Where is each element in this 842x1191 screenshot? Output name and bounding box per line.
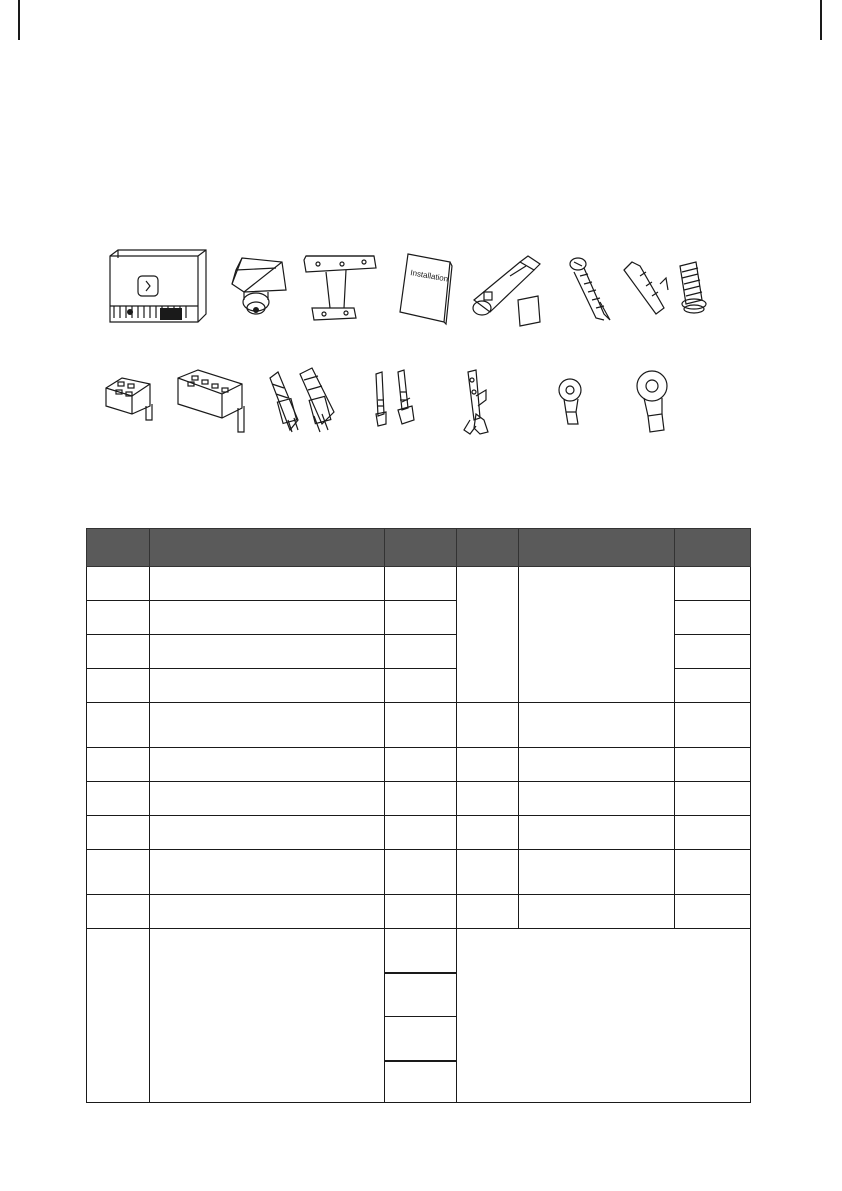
table-cell xyxy=(150,895,385,929)
packing-list-table xyxy=(86,528,751,1103)
header-cell-quantity xyxy=(385,529,457,567)
manual-booklet-icon xyxy=(400,254,452,324)
bolt-icon xyxy=(680,262,706,313)
screw-icon xyxy=(570,258,610,320)
table-cell xyxy=(457,782,519,816)
large-terminal-block-icon xyxy=(178,370,244,432)
table-cell xyxy=(675,635,751,669)
table-cell xyxy=(385,973,457,1017)
cover-box-icon xyxy=(232,258,286,314)
header-cell-remark xyxy=(675,529,751,567)
table-cell-merged xyxy=(519,567,675,703)
header-cell-item xyxy=(150,529,385,567)
expansion-plug-icon xyxy=(624,262,668,314)
table-cell xyxy=(385,1061,457,1103)
table-cell xyxy=(519,816,675,850)
table-row xyxy=(87,567,751,601)
table-cell xyxy=(675,782,751,816)
table-cell xyxy=(457,748,519,782)
table-cell xyxy=(150,567,385,601)
table-cell xyxy=(150,601,385,635)
wifi-stick-icon xyxy=(473,256,540,326)
package-contents-illustration xyxy=(0,0,842,460)
table-cell xyxy=(675,669,751,703)
header-cell-no xyxy=(87,529,150,567)
table-cell xyxy=(150,850,385,895)
small-ring-terminal-icon xyxy=(559,379,581,424)
table-cell xyxy=(87,748,150,782)
table-cell xyxy=(457,895,519,929)
table-cell xyxy=(385,567,457,601)
disconnect-tool-icon xyxy=(464,370,488,434)
table-cell xyxy=(87,782,150,816)
inverter-icon xyxy=(110,250,206,322)
table-cell xyxy=(675,816,751,850)
table-cell xyxy=(457,850,519,895)
small-terminal-block-icon xyxy=(106,378,152,420)
table-cell xyxy=(457,703,519,748)
table-cell xyxy=(87,567,150,601)
table-cell xyxy=(385,850,457,895)
table-cell xyxy=(457,816,519,850)
table-cell-merged xyxy=(150,929,385,1103)
table-cell-merged xyxy=(457,567,519,703)
table-cell xyxy=(385,895,457,929)
table-cell xyxy=(675,748,751,782)
table-cell xyxy=(87,816,150,850)
table-row xyxy=(87,703,751,748)
table-cell xyxy=(519,850,675,895)
table-cell xyxy=(385,601,457,635)
table-cell xyxy=(675,850,751,895)
table-cell xyxy=(519,782,675,816)
table-cell xyxy=(519,703,675,748)
table-row xyxy=(87,929,751,973)
table-cell xyxy=(87,703,150,748)
table-cell xyxy=(150,816,385,850)
header-cell-model xyxy=(519,529,675,567)
table-cell xyxy=(87,895,150,929)
table-cell xyxy=(385,929,457,973)
table-cell xyxy=(675,895,751,929)
pv-terminal-pins-icon xyxy=(376,370,414,426)
table-cell xyxy=(675,703,751,748)
table-cell xyxy=(385,782,457,816)
table-row xyxy=(87,816,751,850)
table-cell-merged xyxy=(457,929,751,1103)
table-cell xyxy=(87,601,150,635)
table-cell xyxy=(87,669,150,703)
table-cell xyxy=(385,669,457,703)
table-cell xyxy=(87,635,150,669)
table-row xyxy=(87,782,751,816)
table-cell xyxy=(385,635,457,669)
table-row xyxy=(87,850,751,895)
table-cell xyxy=(385,816,457,850)
table-cell xyxy=(385,1017,457,1061)
table-header-row xyxy=(87,529,751,567)
table-cell xyxy=(150,703,385,748)
table-cell xyxy=(385,748,457,782)
table-cell-merged xyxy=(87,929,150,1103)
table-row xyxy=(87,895,751,929)
table-cell xyxy=(519,895,675,929)
table-cell xyxy=(150,635,385,669)
wall-bracket-icon xyxy=(304,256,376,320)
table-cell xyxy=(675,601,751,635)
table-cell xyxy=(150,782,385,816)
table-cell xyxy=(150,669,385,703)
large-ring-terminal-icon xyxy=(637,371,667,432)
header-cell-unit xyxy=(457,529,519,567)
table-cell xyxy=(675,567,751,601)
manual-booklet-label: Installation xyxy=(409,268,449,284)
table-cell xyxy=(519,748,675,782)
table-cell xyxy=(87,850,150,895)
table-cell xyxy=(150,748,385,782)
table-row xyxy=(87,748,751,782)
pv-connector-pair-icon xyxy=(270,368,334,432)
table-cell xyxy=(385,703,457,748)
